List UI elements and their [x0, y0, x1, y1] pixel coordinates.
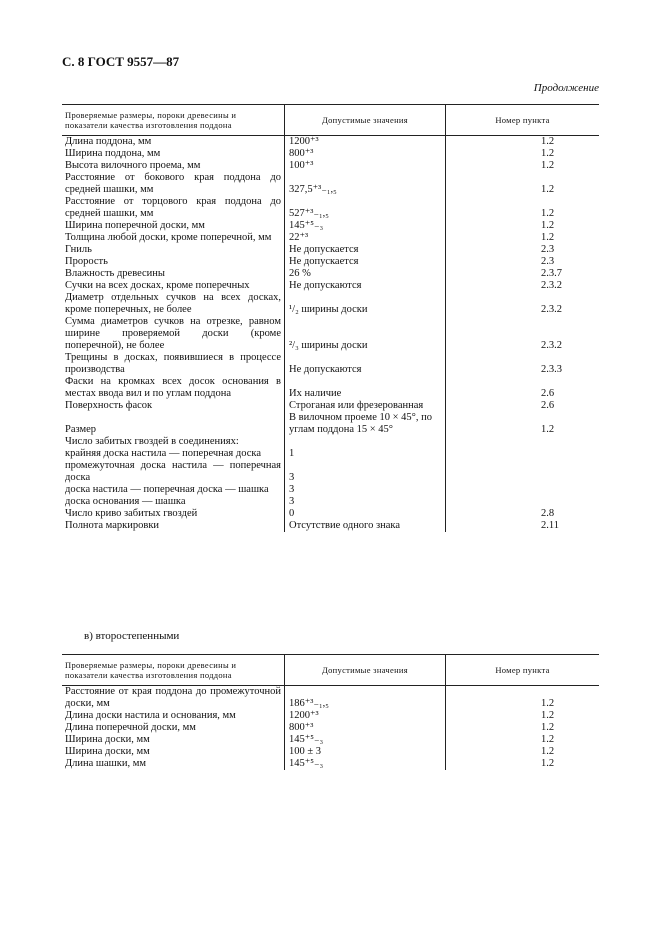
- row-clause-number: 2.11: [541, 520, 559, 531]
- row-allowed-value: ²/₃ ширины доски: [285, 316, 446, 352]
- row-clause-number: [446, 496, 600, 508]
- row-clause-number: 1.2: [541, 722, 555, 733]
- row-allowed-value: Не допускаются: [285, 280, 446, 292]
- row-allowed-value: 527⁺³₋₁,₅: [285, 196, 446, 220]
- section-label: в) второстепенными: [84, 630, 180, 642]
- row-parameter: Число забитых гвоздей в соединениях:: [62, 436, 285, 448]
- row-allowed-value: Не допускаются: [285, 352, 446, 376]
- row-allowed-value: 327,5⁺³₋₁,₅: [285, 172, 446, 196]
- row-clause-number: 1.2: [541, 160, 555, 171]
- row-parameter: Длина поперечной доски, мм: [62, 722, 285, 734]
- row-parameter: крайняя доска настила — поперечная доска: [62, 448, 285, 460]
- row-parameter: Длина шашки, мм: [62, 758, 285, 770]
- row-clause-number: [446, 484, 600, 496]
- col-header-parameter: Проверяемые размеры, пороки древесины и показатели качества изготовления поддона: [62, 655, 285, 686]
- table-row: [62, 148, 599, 160]
- row-clause-number: 2.3.3: [541, 364, 562, 375]
- row-allowed-value: 3: [285, 460, 446, 484]
- table-row: [62, 196, 599, 220]
- row-clause-number: 1.2: [541, 220, 555, 231]
- table-row: [62, 436, 599, 448]
- table-row: [62, 412, 599, 436]
- table-row: [62, 508, 599, 520]
- table-row: [62, 758, 599, 770]
- row-parameter: Сучки на всех досках, кроме поперечных: [62, 280, 285, 292]
- table-row: [62, 268, 599, 280]
- row-allowed-value: Не допускается: [285, 244, 446, 256]
- table-row: [62, 352, 599, 376]
- table-row: [62, 496, 599, 508]
- row-allowed-value: 26 %: [285, 268, 446, 280]
- table-row: [62, 460, 599, 484]
- row-clause-number: 1.2: [541, 758, 555, 769]
- row-allowed-value: 1200⁺³: [285, 710, 446, 722]
- row-parameter: Диаметр отдельных сучков на всех досках, кроме поперечных, не более: [62, 292, 285, 316]
- col-header-allowed-values: Допустимые значения: [285, 105, 446, 136]
- row-clause-number: 2.8: [541, 508, 555, 519]
- row-clause-number: 1.2: [541, 710, 555, 721]
- row-allowed-value: 100 ± 3: [285, 746, 446, 758]
- table-row: [62, 722, 599, 734]
- row-clause-number: 1.2: [541, 184, 555, 195]
- row-allowed-value: 100⁺³: [285, 160, 446, 172]
- row-allowed-value: 145⁺⁵₋₃: [285, 220, 446, 232]
- row-parameter: Длина доски настила и основания, мм: [62, 710, 285, 722]
- col-header-parameter: Проверяемые размеры, пороки древесины и показатели качества изготовления поддона: [62, 105, 285, 136]
- row-parameter: доска основания — шашка: [62, 496, 285, 508]
- row-clause-number: 1.2: [541, 424, 555, 435]
- table-row: [62, 292, 599, 316]
- row-parameter: Число криво забитых гвоздей: [62, 508, 285, 520]
- table-row: [62, 316, 599, 352]
- row-parameter: Толщина любой доски, кроме поперечной, мм: [62, 232, 285, 244]
- col-header-clause: Номер пункта: [446, 655, 600, 686]
- table-row: [62, 232, 599, 244]
- row-parameter: Высота вилочного проема, мм: [62, 160, 285, 172]
- row-allowed-value: 186⁺³₋₁,₅: [285, 686, 446, 711]
- col-header-allowed-values: Допустимые значения: [285, 655, 446, 686]
- table-header-row: [62, 655, 599, 686]
- row-allowed-value: 0: [285, 508, 446, 520]
- row-clause-number: 2.3: [541, 244, 555, 255]
- row-parameter: Ширина доски, мм: [62, 746, 285, 758]
- table-row: [62, 220, 599, 232]
- row-clause-number: 2.3: [541, 256, 555, 267]
- row-parameter: Расстояние от торцового края поддона до средней шашки, мм: [62, 196, 285, 220]
- row-parameter: Гниль: [62, 244, 285, 256]
- requirements-table-2: [62, 654, 599, 770]
- table-row: [62, 136, 599, 149]
- row-clause-number: 1.2: [541, 208, 555, 219]
- row-allowed-value: 3: [285, 484, 446, 496]
- table-row: [62, 734, 599, 746]
- row-parameter: Поверхность фасок: [62, 400, 285, 412]
- table-row: [62, 448, 599, 460]
- row-clause-number: 2.3.2: [541, 340, 562, 351]
- row-parameter: Влажность древесины: [62, 268, 285, 280]
- row-clause-number: [446, 460, 600, 484]
- row-clause-number: 2.6: [541, 388, 555, 399]
- row-clause-number: 2.3.2: [541, 304, 562, 315]
- row-parameter: Фаски на кромках всех досок основания в местах ввода вил и по углам поддона: [62, 376, 285, 400]
- row-clause-number: 1.2: [541, 734, 555, 745]
- row-allowed-value: ¹/₂ ширины доски: [285, 292, 446, 316]
- table-row: [62, 244, 599, 256]
- row-parameter: Полнота маркировки: [62, 520, 285, 532]
- row-clause-number: 1.2: [541, 136, 555, 147]
- row-clause-number: [446, 436, 600, 448]
- row-parameter: доска настила — поперечная доска — шашка: [62, 484, 285, 496]
- requirements-table-1: [62, 104, 599, 532]
- continuation-label: Продолжение: [533, 82, 599, 94]
- row-clause-number: 1.2: [541, 746, 555, 757]
- row-clause-number: 1.2: [541, 148, 555, 159]
- row-allowed-value: В вилочном проеме 10 × 45°, по углам поддона 15 × 45°: [285, 412, 446, 436]
- row-parameter: Ширина поддона, мм: [62, 148, 285, 160]
- table-header-row: [62, 105, 599, 136]
- table-row: [62, 376, 599, 400]
- row-allowed-value: 1200⁺³: [285, 136, 446, 149]
- row-allowed-value: Строганая или фрезерованная: [285, 400, 446, 412]
- row-clause-number: 2.3.7: [541, 268, 562, 279]
- row-parameter: Трещины в досках, появившиеся в процессе производства: [62, 352, 285, 376]
- row-allowed-value: 1: [285, 448, 446, 460]
- row-allowed-value: 3: [285, 496, 446, 508]
- table-row: [62, 160, 599, 172]
- table-row: [62, 172, 599, 196]
- row-allowed-value: 145⁺⁵₋₃: [285, 734, 446, 746]
- row-clause-number: 1.2: [541, 698, 555, 709]
- row-allowed-value: 145⁺⁵₋₃: [285, 758, 446, 770]
- row-clause-number: 2.6: [541, 400, 555, 411]
- table-row: [62, 256, 599, 268]
- row-parameter: Ширина доски, мм: [62, 734, 285, 746]
- row-allowed-value: 800⁺³: [285, 722, 446, 734]
- row-parameter: промежуточная доска настила — поперечная доска: [62, 460, 285, 484]
- table-row: [62, 746, 599, 758]
- row-parameter: Прорость: [62, 256, 285, 268]
- row-clause-number: 1.2: [541, 232, 555, 243]
- row-allowed-value: Отсутствие одного знака: [285, 520, 446, 532]
- table-row: [62, 280, 599, 292]
- table-row: [62, 484, 599, 496]
- row-clause-number: 2.3.2: [541, 280, 562, 291]
- page-header: С. 8 ГОСТ 9557—87: [62, 54, 180, 69]
- row-parameter: Длина поддона, мм: [62, 136, 285, 149]
- row-allowed-value: Не допускается: [285, 256, 446, 268]
- row-parameter: Расстояние от бокового края поддона до средней шашки, мм: [62, 172, 285, 196]
- row-clause-number: [446, 448, 600, 460]
- table-row: [62, 520, 599, 532]
- table-row: [62, 710, 599, 722]
- row-allowed-value: Их наличие: [285, 376, 446, 400]
- row-parameter: Сумма диаметров сучков на отрезке, равном ширине проверяемой доски (кроме поперечной), не более: [62, 316, 285, 352]
- row-allowed-value: [285, 436, 446, 448]
- row-allowed-value: 800⁺³: [285, 148, 446, 160]
- col-header-clause: Номер пункта: [446, 105, 600, 136]
- row-allowed-value: 22⁺³: [285, 232, 446, 244]
- table-row: [62, 400, 599, 412]
- table-row: [62, 686, 599, 711]
- row-parameter: Размер: [62, 412, 285, 436]
- row-parameter: Расстояние от края поддона до промежуточной доски, мм: [62, 686, 285, 711]
- row-parameter: Ширина поперечной доски, мм: [62, 220, 285, 232]
